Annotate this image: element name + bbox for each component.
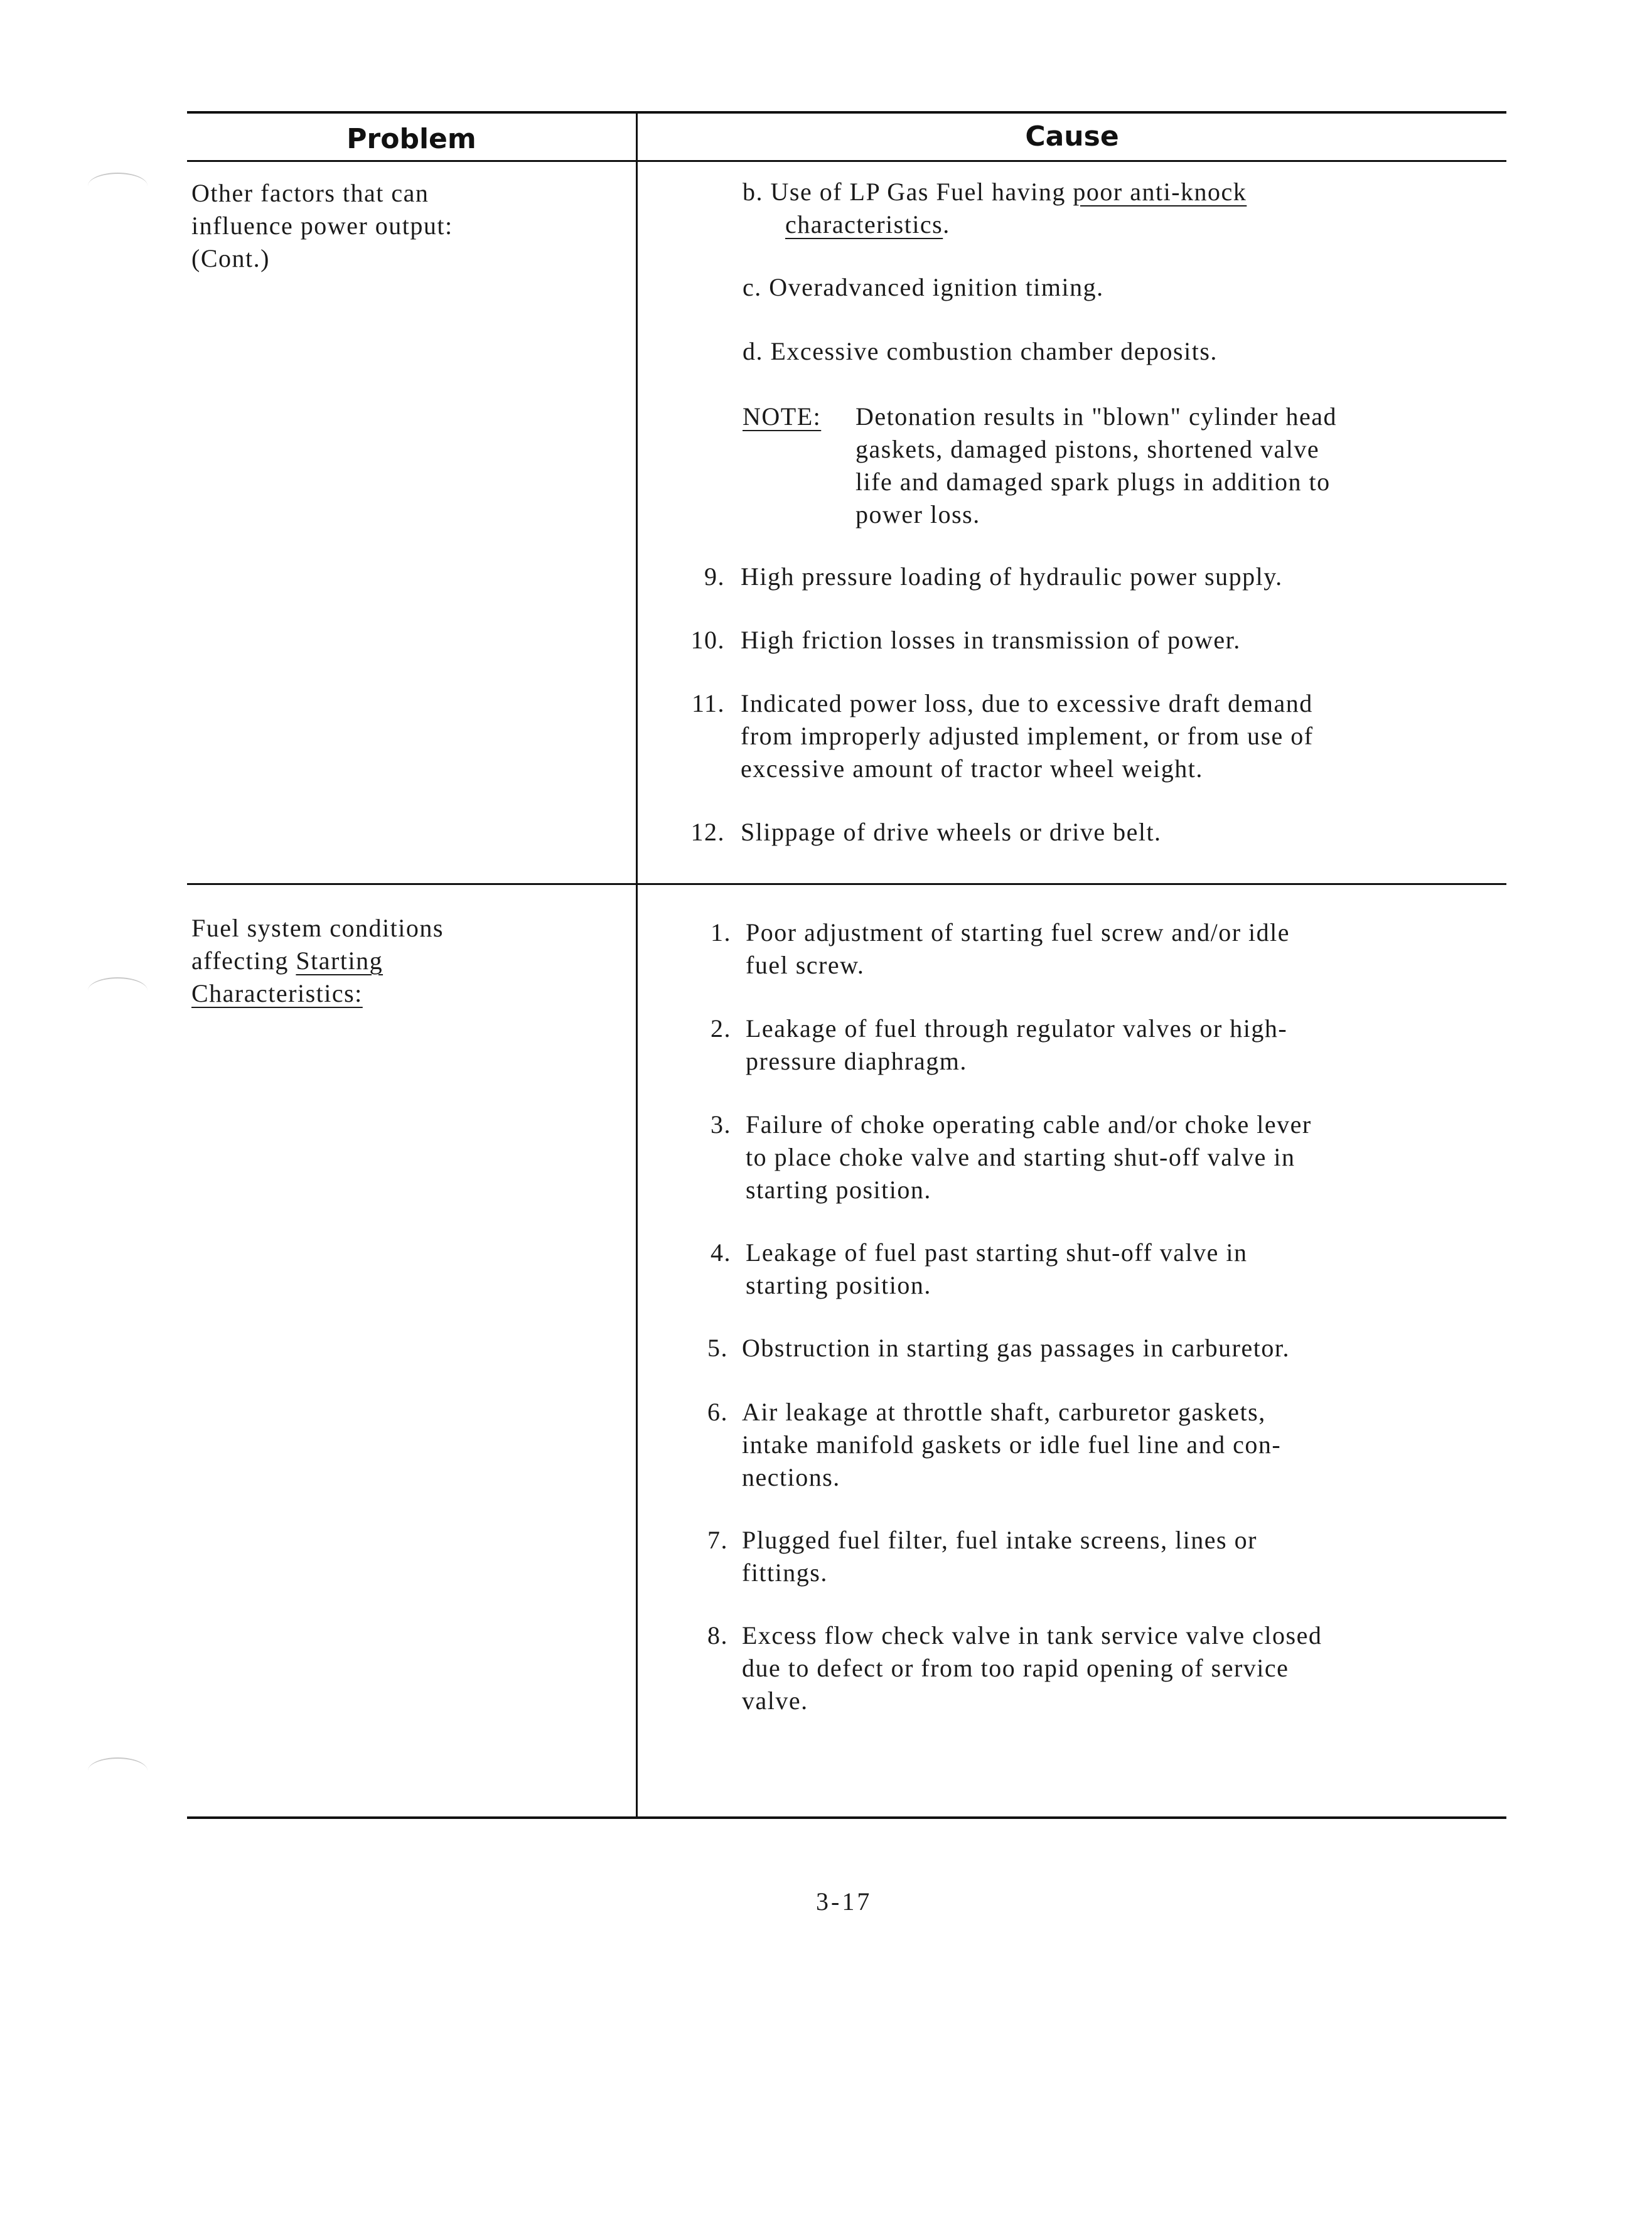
problem-line: influence power output: bbox=[191, 212, 453, 240]
cause-item-text: Use of LP Gas Fuel having bbox=[770, 178, 1073, 206]
cause-item-line: nections. bbox=[742, 1463, 840, 1491]
cause-item-text bbox=[742, 1619, 1322, 1717]
cause-item-number: 1. bbox=[711, 918, 731, 947]
binder-hole-mark bbox=[88, 173, 148, 199]
cause-item-label: d. bbox=[743, 337, 763, 365]
cause-item-number: 11. bbox=[691, 689, 725, 717]
cause-item-line: from improperly adjusted implement, or from use of bbox=[741, 722, 1314, 750]
cause-item-number: 8. bbox=[707, 1621, 728, 1649]
underlined-text: poor anti-knock bbox=[1073, 178, 1247, 206]
note-text bbox=[856, 400, 1337, 531]
cause-item-line: intake manifold gaskets or idle fuel line and con- bbox=[742, 1430, 1282, 1459]
cause-item-number: 7. bbox=[707, 1526, 728, 1554]
cause-item-text bbox=[746, 916, 1290, 982]
cause-item-text bbox=[742, 1332, 1290, 1365]
cause-item-line: Plugged fuel filter, fuel intake screens, lines or bbox=[742, 1526, 1257, 1554]
cause-item-text bbox=[741, 624, 1241, 657]
cause-item-line: High friction losses in transmission of power. bbox=[741, 626, 1241, 654]
cause-item-line: Indicated power loss, due to excessive draft demand bbox=[741, 689, 1313, 717]
problem-line: Other factors that can bbox=[191, 179, 429, 207]
cause-item-number: 4. bbox=[711, 1238, 731, 1267]
note-label: NOTE: bbox=[743, 402, 822, 431]
problem-cell bbox=[191, 177, 453, 275]
problem-line bbox=[191, 945, 444, 977]
cause-item-line: valve. bbox=[742, 1687, 808, 1715]
underlined-text: Starting bbox=[296, 947, 384, 975]
binder-hole-mark bbox=[88, 1757, 148, 1784]
cause-item-label: b. bbox=[743, 178, 763, 206]
cause-item-text bbox=[741, 560, 1283, 593]
table-bottom-rule bbox=[187, 1816, 1506, 1819]
cause-item-line: fittings. bbox=[742, 1558, 828, 1587]
cause-item-line: to place choke valve and starting shut-off valve in bbox=[746, 1143, 1295, 1171]
problem-text: affecting bbox=[191, 947, 296, 975]
cause-item-text: Excessive combustion chamber deposits. bbox=[770, 337, 1218, 365]
cause-item-number: 6. bbox=[707, 1398, 728, 1426]
problem-line bbox=[191, 977, 444, 1010]
cause-item-line: excessive amount of tractor wheel weight. bbox=[741, 754, 1203, 783]
header-bottom-rule bbox=[187, 160, 1506, 162]
cause-item-text: Overadvanced ignition timing. bbox=[769, 273, 1104, 301]
column-divider bbox=[636, 111, 638, 1818]
cause-item-line bbox=[743, 176, 1247, 208]
cause-item-line: Leakage of fuel past starting shut-off valve in bbox=[746, 1238, 1248, 1267]
cause-item-number: 9. bbox=[704, 562, 725, 591]
underlined-text: Characteristics: bbox=[191, 979, 363, 1007]
cause-item-number: 2. bbox=[711, 1014, 731, 1043]
cause-item-text bbox=[742, 1396, 1281, 1494]
cause-item-line: Slippage of drive wheels or drive belt. bbox=[741, 818, 1162, 846]
cause-item-line: fuel screw. bbox=[746, 951, 865, 979]
cause-item-text bbox=[741, 687, 1314, 785]
cause-item-label: c. bbox=[743, 273, 762, 301]
cause-item-line: Excess flow check valve in tank service valve closed bbox=[742, 1621, 1322, 1649]
problem-column-header: Problem bbox=[346, 123, 476, 155]
cause-item-line: Leakage of fuel through regulator valves or high- bbox=[746, 1014, 1288, 1043]
cause-item-text bbox=[746, 1012, 1287, 1078]
cause-item-line: High pressure loading of hydraulic power supply. bbox=[741, 562, 1283, 591]
cause-item-line: due to defect or from too rapid opening of service bbox=[742, 1654, 1289, 1682]
note-line: power loss. bbox=[856, 500, 980, 528]
cause-item-line: Air leakage at throttle shaft, carburetor gaskets, bbox=[742, 1398, 1266, 1426]
cause-item-b bbox=[743, 176, 1247, 241]
table-top-rule bbox=[187, 111, 1506, 114]
cause-item-number: 10. bbox=[690, 626, 725, 654]
problem-line: Fuel system conditions bbox=[191, 914, 444, 942]
binder-hole-mark bbox=[88, 977, 148, 1004]
cause-column-header: Cause bbox=[1025, 121, 1119, 153]
cause-item-line: starting position. bbox=[746, 1176, 931, 1204]
note-line: Detonation results in "blown" cylinder head bbox=[856, 402, 1337, 431]
cause-item-text bbox=[746, 1236, 1248, 1302]
cause-item-number: 3. bbox=[711, 1110, 731, 1139]
cause-item-d bbox=[743, 335, 1218, 368]
underlined-text: characteristics bbox=[785, 210, 943, 239]
cause-item-line: starting position. bbox=[746, 1271, 931, 1299]
page-number: 3-17 bbox=[816, 1887, 872, 1916]
cause-item-line bbox=[743, 208, 1247, 241]
note-line: gaskets, damaged pistons, shortened valve bbox=[856, 435, 1320, 463]
cause-item-text bbox=[741, 816, 1162, 849]
problem-cell bbox=[191, 912, 444, 1010]
cause-item-line: Obstruction in starting gas passages in carburetor. bbox=[742, 1334, 1290, 1362]
row-separator-rule bbox=[187, 883, 1506, 885]
cause-item-text bbox=[742, 1524, 1257, 1589]
cause-item-line: Poor adjustment of starting fuel screw and/or idle bbox=[746, 918, 1290, 947]
problem-line: (Cont.) bbox=[191, 244, 270, 272]
cause-item-number: 12. bbox=[690, 818, 725, 846]
cause-item-line: Failure of choke operating cable and/or choke lever bbox=[746, 1110, 1312, 1139]
note-line: life and damaged spark plugs in addition to bbox=[856, 468, 1331, 496]
cause-item-line: pressure diaphragm. bbox=[746, 1047, 967, 1075]
cause-item-text bbox=[746, 1108, 1312, 1206]
cause-item-text: . bbox=[943, 210, 950, 239]
cause-item-number: 5. bbox=[707, 1334, 728, 1362]
cause-item-c bbox=[743, 271, 1104, 304]
